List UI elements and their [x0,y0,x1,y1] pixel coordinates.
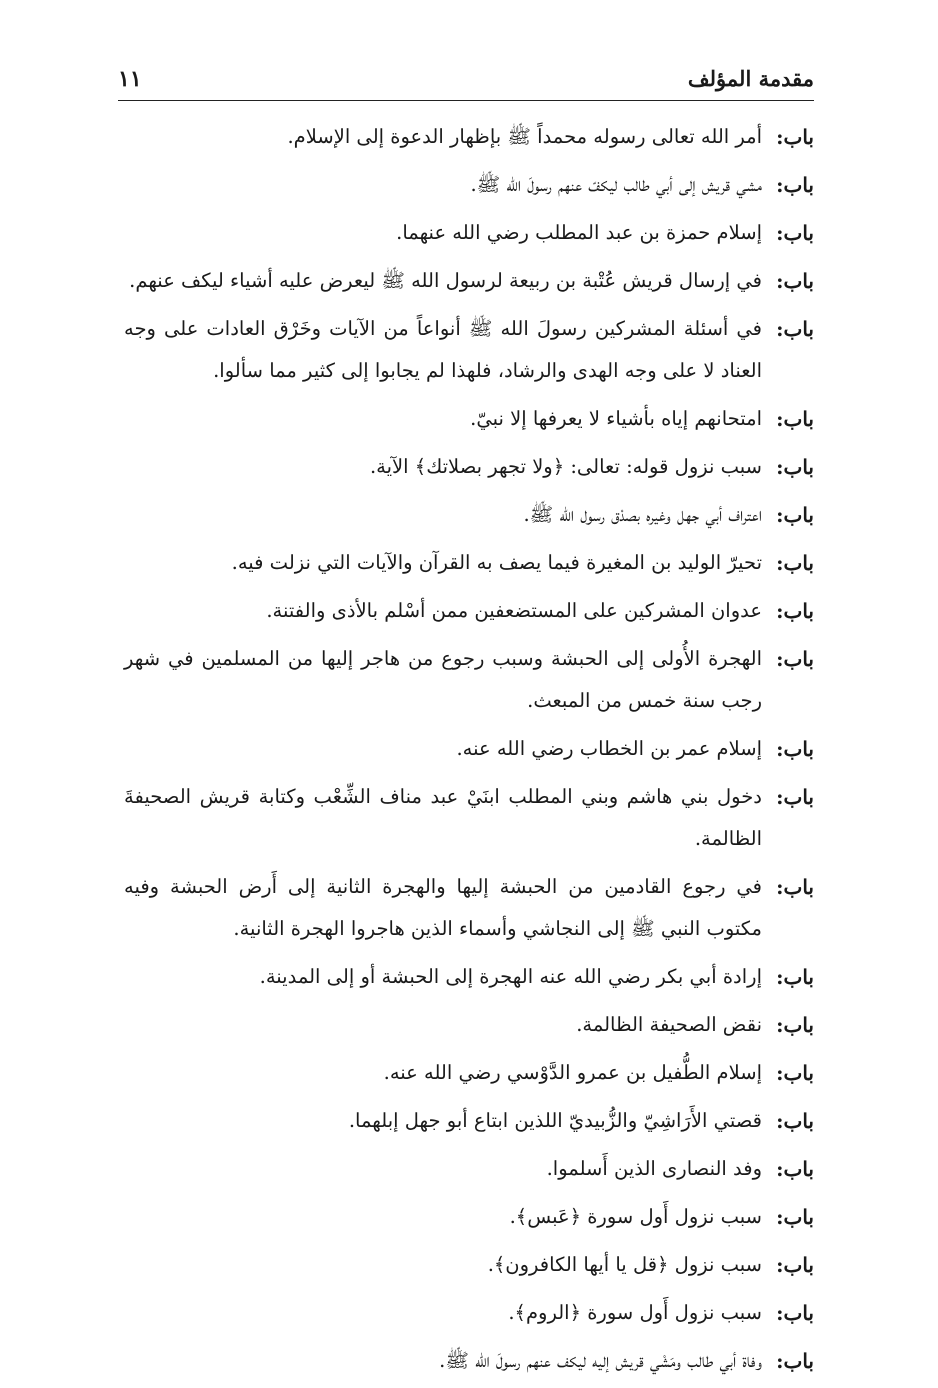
entry-label: باب: [776,407,814,431]
entry-text: قصتي الأَرَاشِيّ والزُّبيديّ اللذين ابتاع أبو جهل إبلهما. [348,1109,762,1132]
entry-text: إسلام الطُّفيل بن عمرو الدَّوْسي رضي الله عنه. [383,1061,762,1084]
entry-label: باب: [776,1301,814,1325]
entry-label: باب: [776,125,814,149]
entry-label: باب: [776,647,814,671]
header-title: مقدمة المؤلف [687,66,814,91]
entry-label: باب: [776,1013,814,1037]
page-number: ١١ [118,66,142,92]
entry-text: سبب نزول أَول سورة ﴿عَبس﴾. [509,1205,762,1228]
entry-label: باب: [776,503,814,527]
entry-label: باب: [776,785,814,809]
chapter-entry [124,956,814,998]
chapter-entry [124,1340,814,1382]
entry-label: باب: [776,1061,814,1085]
chapter-entry [124,542,814,584]
entry-text: سبب نزول قوله: تعالى: ﴿ولا تجهر بصلاتك﴾ الآية. [369,455,762,478]
entry-label: باب: [776,737,814,761]
entry-text: عدوان المشركين على المستضعفين ممن أسْلم بالأذى والفتنة. [266,599,762,622]
chapter-entry [124,1148,814,1190]
entry-text: مشي قريش إلى أبي طالب ليكفّ عنهم رسولَ الله ﷺ. [470,173,762,196]
chapter-entry [124,866,814,950]
entry-text: دخول بني هاشم وبني المطلب ابنَيْ عبد مناف الشِّعْب وكتابة قريش الصحيفةَ الظالمة. [124,785,762,850]
entry-text: وفاة أبي طالب ومَشْي قريش إليه ليكف عنهم رسولَ الله ﷺ. [439,1349,762,1372]
chapter-entry [124,1052,814,1094]
header-divider [118,100,814,101]
entry-text: نقض الصحيفة الظالمة. [576,1013,762,1036]
chapter-entry [124,1292,814,1334]
entry-label: باب: [776,1109,814,1133]
chapter-entry [124,398,814,440]
chapter-entry [124,1196,814,1238]
entry-text: إسلام عمر بن الخطاب رضي الله عنه. [456,737,762,760]
chapter-entry [124,260,814,302]
entry-label: باب: [776,1253,814,1277]
entry-text: في رجوع القادمين من الحبشة إليها والهجرة الثانية إلى أَرض الحبشة وفيه مكتوب النبي ﷺ إلى النجاشي وأسماء الذين هاجروا الهجرة الثانية. [124,875,762,940]
entry-label: باب: [776,965,814,989]
entry-label: باب: [776,317,814,341]
entry-text: تحيرّ الوليد بن المغيرة فيما يصف به القرآن والآيات التي نزلت فيه. [231,551,762,574]
entry-label: باب: [776,599,814,623]
chapter-entry [124,116,814,158]
entry-label: باب: [776,875,814,899]
chapter-entry [124,494,814,536]
entry-label: باب: [776,455,814,479]
running-header [118,60,814,100]
entry-label: باب: [776,1157,814,1181]
entry-text: في إرسال قريش عُتْبة بن ربيعة لرسول الله ﷺ ليعرض عليه أشياء ليكف عنهم. [129,269,762,292]
chapter-entry [124,446,814,488]
chapter-entry [124,1100,814,1142]
entry-text: وفد النصارى الذين أَسلموا. [546,1157,762,1180]
chapter-entry [124,638,814,722]
chapter-entry [124,728,814,770]
chapter-entry [124,308,814,392]
entry-text: امتحانهم إياه بأشياء لا يعرفها إلا نبيّ. [470,407,762,430]
chapter-entry [124,1244,814,1286]
entry-label: باب: [776,1205,814,1229]
chapter-entry [124,164,814,206]
chapter-entry [124,1004,814,1046]
entry-label: باب: [776,269,814,293]
chapter-entry [124,590,814,632]
entry-label: باب: [776,551,814,575]
entry-label: باب: [776,173,814,197]
entry-label: باب: [776,221,814,245]
entry-text: اعتراف أبي جهل وغيره بصدْق رسول الله ﷺ. [523,503,762,526]
entry-text: أمر الله تعالى رسوله محمداً ﷺ بإظهار الدعوة إلى الإسلام. [287,125,762,148]
chapter-list [124,116,814,1388]
chapter-entry [124,776,814,860]
entry-text: في أسئلة المشركين رسولَ الله ﷺ أنواعاً من الآيات وخَرْق العادات على وجه العناد لا على وجه الهدى والرشاد، فلهذا لم يجابوا إلى كثير مما سألوا. [124,317,762,382]
entry-text: الهجرة الأُولى إلى الحبشة وسبب رجوع من هاجر إليها من المسلمين في شهر رجب سنة خمس من المبعث. [124,647,762,712]
entry-text: إرادة أبي بكر رضي الله عنه الهجرة إلى الحبشة أو إلى المدينة. [259,965,762,988]
entry-label: باب: [776,1349,814,1373]
entry-text: سبب نزول ﴿قل يا أيها الكافرون﴾. [487,1253,762,1276]
entry-text: إسلام حمزة بن عبد المطلب رضي الله عنهما. [396,221,762,244]
chapter-entry [124,212,814,254]
entry-text: سبب نزول أَول سورة ﴿الروم﴾. [508,1301,762,1324]
